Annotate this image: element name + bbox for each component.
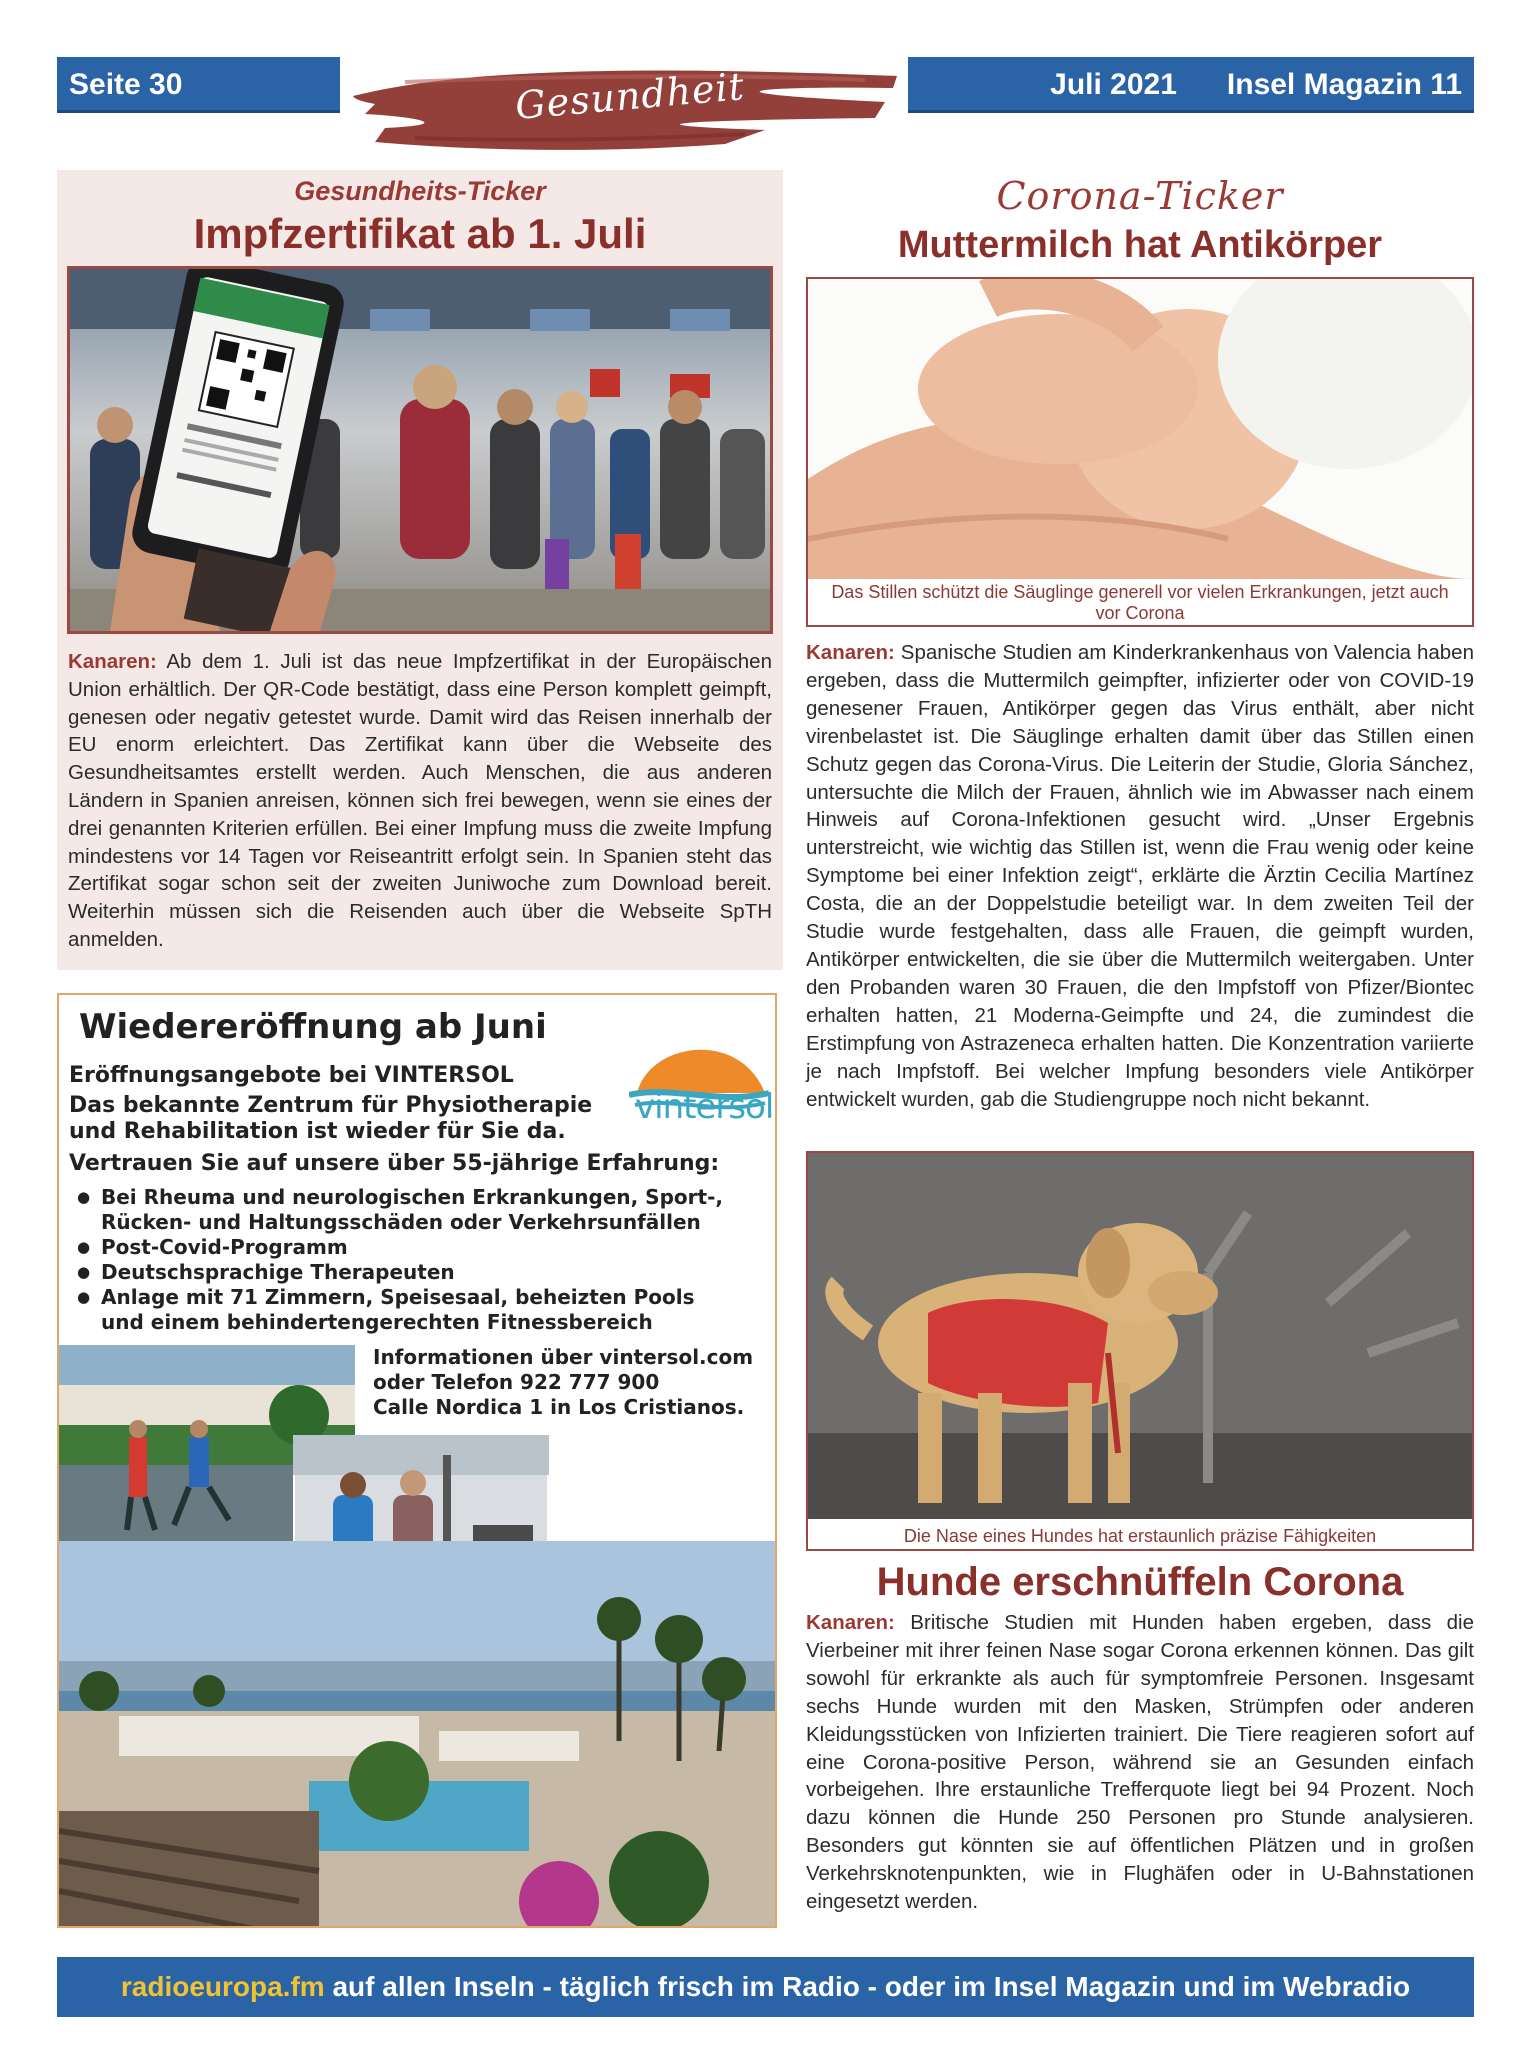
ad-center-line: Das bekannte Zentrum für Physiotherapie <box>69 1093 593 1118</box>
ad-bullet-list <box>73 1185 723 1335</box>
ad-title: Wiedereröffnung ab Juni <box>79 1007 547 1047</box>
left-article-headline: Impfzertifikat ab 1. Juli <box>193 210 647 257</box>
ad-experience-line: Vertrauen Sie auf unsere über 55-jährige Erfahrung: <box>69 1151 720 1176</box>
dog-article-text: Britische Studien mit Hunden haben ergeben, dass die Vierbeiner mit ihrer feinen Nase sogar Corona erkennen können. Das gilt sowohl für erkrankte als auch für symptomfreie Personen. Insgesamt sechs Hunde wurden mit den Masken, Strümpfen oder anderen Kleidungsstücken von Infizierten trainiert. Die Tiere reagieren sofort auf eine Corona-positive Person, während sie an Gesunden einfach vorbeigehen. Ihre erstaunliche Trefferquote liegt bei 94 Prozent. Noch dazu können die Hunde 250 Personen pro Stunde analysieren. Besonders gut könnten sie auf öffentlichen Plätzen und in großen Verkehrsknotenpunkten, wie in Flughäfen oder in U-Bahnstationen eingesetzt werden. <box>806 1611 1474 1914</box>
right-article-lead: Kanaren: <box>806 641 895 664</box>
dog-article-headline: Hunde erschnüffeln Corona <box>876 1560 1404 1604</box>
left-article-body <box>68 648 772 954</box>
footer-banner <box>57 1957 1474 2017</box>
left-article-kicker: Gesundheits-Ticker <box>294 176 546 206</box>
right-article-kicker: Corona-Ticker <box>996 174 1284 218</box>
ad-offer-line: Eröffnungsangebote bei VINTERSOL <box>69 1063 514 1088</box>
ad-bullet-item: ● Bei Rheuma und neurologischen Erkrankungen, Sport-, Rücken- und Haltungsschäden oder Verkehrsunfällen <box>73 1185 723 1235</box>
vintersol-advertisement <box>57 993 777 1928</box>
issue-date: Juli 2021 <box>1050 68 1177 101</box>
ad-info-line: Calle Nordica 1 in Los Cristianos. <box>373 1395 745 1419</box>
ad-resort-photo <box>59 1541 777 1928</box>
section-rubric: Gesundheit <box>513 64 747 128</box>
issue-info-bar <box>908 57 1474 113</box>
page-number-bar <box>57 57 340 113</box>
footer-url[interactable]: radioeuropa.fm <box>120 1971 325 2002</box>
left-article-text: Ab dem 1. Juli ist das neue Impfzertifikat in der Europäischen Union erhältlich. Der QR-Code bestätigt, dass eine Person komplett geimpft, genesen oder negativ getestet wurde. Damit wird das Reisen innerhalb der EU enorm erleichtert. Das Zertifikat kann über die Webseite des Gesundheitsamtes erstellt werden. Auch Menschen, die aus anderen Ländern in Spanien anreisen, können sich frei bewegen, wenn sie eines der drei genannten Kriterien erfüllen. Bei einer Impfung muss die zweite Impfung mindestens vor 14 Tagen vor Reiseantritt erfolgt sein. In Spanien steht das Zertifikat sogar schon seit der zweiten Juniwoche zum Download bereit. Weiterhin müssen sich die Reisenden auch über die Webseite SpTH anmelden. <box>68 650 772 951</box>
ad-logo-text: vintersol <box>635 1087 774 1127</box>
magazine-name: Insel Magazin 11 <box>1226 68 1462 101</box>
ad-contact-info <box>373 1345 753 1420</box>
right-article-body <box>806 639 1474 1113</box>
detection-dog-photo-caption: Die Nase eines Hundes hat erstaunlich präzise Fähigkeiten <box>903 1526 1377 1546</box>
breastfeeding-photo <box>806 277 1474 627</box>
dog-article-body <box>806 1609 1474 1916</box>
footer-text: auf allen Inseln - täglich frisch im Radio - oder im Insel Magazin und im Webradio <box>324 1971 1411 2002</box>
vaccination-certificate-photo <box>67 266 773 634</box>
ad-rehab-line: und Rehabilitation ist wieder für Sie da. <box>69 1119 566 1144</box>
ad-bullet-item: ● Post-Covid-Programm <box>73 1235 723 1260</box>
ad-info-line: Informationen über vintersol.com <box>373 1345 754 1369</box>
right-article-text: Spanische Studien am Kinderkrankenhaus von Valencia haben ergeben, dass die Muttermilch geimpfter, infizierter oder von COVID-19 genesener Frauen, Antikörper gegen das Virus enthält, aber nicht virenbelastet ist. Die Säuglinge erhalten damit über das Stillen einen Schutz gegen das Corona-Virus. Die Leiterin der Studie, Gloria Sánchez, untersuchte die Milch der Frauen, ähnlich wie im Abwasser nach einem Hinweis auf Corona-Infektionen gesucht wird. „Unser Ergebnis unterstreicht, wie wichtig das Stillen ist, wenn die Frau wenig oder keine Symptome bei einer Infektion zeigt“, erklärte die Ärztin Cecilia Martínez Costa, die an der Doppelstudie beteiligt war. In dem zweiten Teil der Studie wurde festgehalten, dass alle Frauen, die geimpft wurden, Antikörper entwickelten, die sie über die Muttermilch weitergaben. Unter den Probanden waren 30 Frauen, die den Impfstoff von Pfizer/Biontec erhalten hatten, 21 Moderna-Geimpfte und 24, die zumindest die Erstimpfung von Astrazeneca erhalten hatten. Die Konzentration variierte je nach Impfstoff. Bei welcher Impfung besonders viele Antikörper entwickelt wurden, gab die Studiengruppe noch nicht bekannt. <box>806 641 1474 1111</box>
ad-bullet-item: ● Deutschsprachige Therapeuten <box>73 1260 723 1285</box>
left-article-lead: Kanaren: <box>68 650 157 673</box>
page-number: Seite 30 <box>69 68 183 101</box>
ad-info-line: oder Telefon 922 777 900 <box>373 1370 660 1394</box>
right-article-headline: Muttermilch hat Antikörper <box>897 224 1383 266</box>
detection-dog-photo <box>806 1151 1474 1551</box>
ad-bullet-item: ● Anlage mit 71 Zimmern, Speisesaal, beheizten Pools und einem behindertengerechten Fitnessbereich <box>73 1285 723 1335</box>
breastfeeding-photo-caption: Das Stillen schützt die Säuglinge generell vor vielen Erkrankungen, jetzt auch vor Corona <box>831 582 1449 623</box>
dog-article-lead: Kanaren: <box>806 1611 895 1634</box>
